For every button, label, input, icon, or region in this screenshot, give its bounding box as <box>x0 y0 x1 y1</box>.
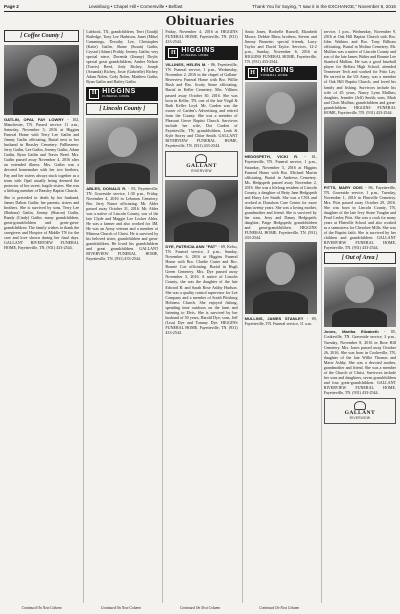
obituary-photo <box>245 82 317 152</box>
portrait-shoulders <box>253 291 308 314</box>
obituary-text-continued: She is preceded in death by her husband, James Dalton Gatlin; her parents; sisters and brothers. She is survived by sons, Terry Lee (Barbara) Gatlin, Jimmy (Sharon) Gatlin, Randy (Cindy) Gatlin; many grandchildren, great-grandchildren and great-great-grandchildren. The family wishes to thank the caregivers and Hospice of Middle TN for the care and love shown during her final days. GALLANT RIVERVIEW FUNERAL HOME, Fayetteville, TN. (931) 433-2544. <box>4 194 80 251</box>
obituary-name: Jones, Martha Elizabeth <box>323 329 379 335</box>
obituary-text: - 102, Manchester, TN. Passed service 11 a.m., Saturday, November 5, 2016 at Higgins Funeral Home with Terry Lee Gatlin and Jimmy Gatlin officiating. Burial next to her husband in Beasley Cemetery. Pallbearers: Jerry Gatlin, Lee Gatlin, Jeremy Gatlin, Adam Gatlin, Ryan Gatlin and Travis Reed. Mrs. Gatlin passed away November 4, 2016 after an extended illness. Mrs. Gatlin was a devoted homemaker with her two brothers, Fay and her sisters always stuck together as a team with Opal usually being deemed the protector of her sweet, fragile sisters. She was a lifelong member of Beasley Baptist Church. <box>4 117 80 193</box>
logo-name: HIGGINS <box>181 47 216 55</box>
obituary-photo <box>324 267 396 327</box>
logo-name: HIGGINS <box>102 87 136 95</box>
continued-note: Continued On Next Column <box>259 606 300 610</box>
logo-sub: FUNERAL HOME <box>260 73 288 78</box>
gallant-riverview-logo <box>324 398 396 424</box>
higgins-logo-icon: H <box>248 68 258 78</box>
column-4 <box>242 29 317 603</box>
portrait-shoulders <box>332 308 387 327</box>
continued-note: Continued On Next Column <box>100 606 141 610</box>
logo-sub: FUNERAL HOME <box>102 93 130 98</box>
gallant-logo-line1: GALLANT <box>344 410 376 417</box>
obituary-text: - 69, Fayetteville, TN. Funeral service, 11 a.m. <box>244 316 317 327</box>
obituary-entry <box>324 329 396 395</box>
obituary-name: VILLINES, HELEN M. <box>165 62 207 68</box>
continued-note: Continued On Next Column <box>179 606 220 610</box>
gallant-logo-line1: GALLANT <box>186 163 217 170</box>
obituary-entry <box>165 62 237 148</box>
obituary-name: PITTS, MARY ODIS <box>323 184 363 190</box>
obituary-photo <box>86 118 158 184</box>
obituary-text: - 61, Fayetteville, TN. Funeral service, 1 p.m., Saturday, November 5, 2016 at Higgins Funeral Home with Bro. Michael Martin officiating. Burial in Andrews Cemetery. Ms. Hedgspeth passed away November 2, 2016. She was a lifelong resident of Lincoln County, a daughter of Betty Jane Hedgspeth and Harry Lee Smith. She was a CNA and worked at Donalson Care Center for more than twenty years. She was a loving mother, grandmother and friend. She is survived by her sons, Jerry and Danny Hedgspeth; daughter, Paige Hedgspeth; grandchildren and great-grandchildren. HIGGINS FUNERAL HOME, Fayetteville, TN. (931) 433-2544. <box>244 154 317 241</box>
column-1 <box>4 29 79 603</box>
obituary-text: - 86, Fayetteville, TN. Funeral service, 1 p.m., Wednesday, November 2, 2016 in the chapel of Gallant-Riverview Funeral Home with Bro. Willie Rush and Bro. Scotty Stone officiating. Burial in Keller Cemetery. Mrs. Villines passed away October 30, 2016. She was born in Keller, TN, one of the late Virgil & Ruth Keller Loyd. Mr. Carden was the owner of Carden's Advertising and retired from the County. She was a member of Pleasant Grove Baptist Church. Survivors include her wife, Dot Carden of Fayetteville, TN; grandchildren, Leah & Kyle Storey and Chloe Smith. GALLANT RIVERVIEW FUNERAL HOME, Fayetteville, TN. (931) 433-2544. <box>165 62 238 148</box>
obituary-entry <box>165 244 237 335</box>
obituary-entry <box>4 117 79 193</box>
county-heading: [ Lincoln County ] <box>86 103 158 115</box>
obituary-text-continued: Friday, November 4, 2016 at HIGGINS FUNERAL HOME, Fayetteville, TN. (931) 433-2544. <box>165 29 238 45</box>
higgins-funeral-home-logo <box>245 66 317 80</box>
obituary-photo <box>324 117 396 183</box>
house-icon <box>354 401 366 410</box>
column-2 <box>83 29 158 603</box>
house-icon <box>195 154 207 163</box>
obituary-text-continued: Anita Jones, Rochelle Russell, Elizabeth Moore, Debbie Rhea; brothers, Steven and Jimmy Barnette; special friends, Larry Taylor and David Taylor. Services, 12-2 p.m., Sunday, November 6, 2016 at HIGGINS FUNERAL HOME, Fayetteville, TN. (931) 433-2544. <box>244 29 317 65</box>
obituary-text-continued: service, 1 p.m., Wednesday, November 9, 2016 at Oak Hill Baptist Church with Bro. John Watkins and Bro. Tony Billions officiating. Burial in Molino Cemetery. Mr. Mullins was a native of Lincoln County and son of the late James Walter and Bonnie Lee Stanford Mullins. He was a good baseball player for Belfast High School, attended Tennessee Tech and worked for Frito Lay. He served in the US Army, was a member of Oak Hill Baptist Church, and loved his family and fishing. Survivors include his wife of 45 years, Nancy Lynn Mullins; daughter, Jennifer (Jeff) Smith; sons, Mark and Chris Mullins; grandchildren and great-grandchildren. HIGGINS FUNERAL HOME, Fayetteville, TN. (931) 433-2544. <box>323 29 396 115</box>
obituary-text: - 83, Fayetteville, TN. Graveside service, 1:30 p.m., Friday, November 4, 2016 in Lebanon Cemetery. Bro. Jerry Nance officiating. Mr. Ables passed away October 31, 2016. Mr. Ables was a native of Lincoln County, son of the late Clyde and Maggie Lee Locker Ables. He was a farmer and also worked for 3M. He was an Army veteran and a member of Mimosa Church of Christ. He is survived by his beloved sister, grandchildren and great-grandchildren. He loved his grandchildren and great grandchildren. GALLANT RIVERVIEW FUNERAL HOME, Fayetteville, TN. (931) 433-2544. <box>86 185 159 262</box>
continued-note: Continued On Next Column <box>21 606 62 610</box>
obituary-name: HEDGSPETH, VICKI R. <box>244 154 299 160</box>
obituary-photo <box>4 45 79 115</box>
obituary-entry <box>324 185 396 251</box>
masthead-line <box>4 2 396 11</box>
obituary-text: - 85, Cookeville, TN. Graveside service, 3 p.m., Tuesday, November 8, 2016 in Rose Hill Cemetery. Mrs. Jones passed away October 26, 2016. She was born in Cookeville, TN, daughter of the late Willie Thomas and Marie Ashby. She was a devoted mother, grandmother and friend. She was a member of the Church of Christ. Survivors include her sons and daughters, seven grandchildren and four great-grandchildren. GALLANT RIVERVIEW FUNERAL HOME, Fayetteville, TN. (931) 433-2544. <box>323 329 396 395</box>
portrait-face <box>266 252 295 285</box>
portrait-face <box>27 55 57 87</box>
logo-sub: FUNERAL HOME <box>181 53 209 58</box>
obituary-columns <box>4 29 396 603</box>
higgins-funeral-home-logo <box>86 87 158 101</box>
gallant-riverview-logo <box>165 151 237 177</box>
obituary-name: MULLINS, JAMES STANLEY <box>244 316 304 322</box>
obituary-entry <box>86 186 158 262</box>
portrait-face <box>187 189 216 218</box>
section-title: Obituaries <box>165 14 235 29</box>
obituary-name: DYE, PATRICIA ANN "PAT" <box>165 244 218 250</box>
obituary-name: GATLIN, OPAL FAY LOWRY <box>4 117 64 122</box>
higgins-funeral-home-logo <box>165 46 237 60</box>
gallant-logo-line2: RIVERVIEW <box>349 416 371 421</box>
portrait-face <box>345 276 374 304</box>
obituary-text-continued: Lubbock, TX; grandchildren, Terri (Gradji) Rutledge, Tony Lee Harbison, Janet (Mike) Cummings, Dorothy Lee, Christopher (Katie) Gatlin, Shane (Susan) Gatlin, Crystal (Adam) Priddy, Jeremy Gatlin; very special niece, Dorenda (Jimmy) Doyle; special great grandchildren, Amber Nelson (Travis) Reed, Jody Richey, Joseph (Amanda) Richey, Josie (Gabrielle) Richey, Adam Nolen, Cody Nolen, Matthew Gatlin, Ryan Gatlin and Hailey Gatlin. <box>86 29 159 85</box>
section-banner <box>0 12 400 28</box>
obituary-name: ABLES, DONALD R. <box>86 185 127 191</box>
logo-name: HIGGINS <box>260 67 295 75</box>
continued-note <box>321 604 396 613</box>
obituary-text: - 86, Fayetteville, TN. Graveside service, 1 p.m., Tuesday, November 1, 2016 in Flintville Cemetery. Mrs. Pitts passed away October 29, 2016. She was born in Lincoln County, TN, daughter of the late Ivey Stone Vaughn and Pearl Lesley Pitts. She was a cook for many years at Flintville School and also worked as a seamstress for Cherokee Mills. She was of the Baptist faith. She is survived by her children and grandchildren. GALLANT RIVERVIEW FUNERAL HOME, Fayetteville, TN. (931) 433-2544. <box>323 184 396 251</box>
obituary-text: - 69, Kelso, TN. Funeral service, 2 p.m., Sunday, November 6, 2016 at Higgins Funeral Home with Bro. Charlie Carter and Bro. Ronnie Coe officiating. Burial in Hugh Green Cemetery. Mrs. Dye passed away November 3, 2016. A native of Lincoln County, she was the daughter of the late Edward R. and Sarah Rose Ashby Hudson. She was a quality control supervisor for Lee Company and a member of South Pittsburg Holiness Church. She enjoyed fishing, spending time outdoors on the farm and listening to Elvis. She is survived by her husband of 50 years, Harold Dye; sons, Jeff (Lisa) Dye and Tommy Dye. HIGGINS FUNERAL HOME, Fayetteville, TN. (931) 433-2544. <box>165 244 238 335</box>
portrait-shoulders <box>174 222 229 242</box>
portrait-shoulders <box>332 162 387 183</box>
page-number: Page 2 <box>4 4 19 9</box>
county-heading: [ Coffee County ] <box>4 30 79 42</box>
county-heading: [ Out of Area ] <box>324 252 396 264</box>
portrait-shoulders <box>13 93 70 115</box>
masthead-tagline: Thank You for Saying, "I saw it in the EXCHANGE," November 8, 2016 <box>252 4 396 9</box>
portrait-shoulders <box>95 163 150 184</box>
portrait-shoulders <box>253 130 308 152</box>
column-3 <box>162 29 237 603</box>
portrait-face <box>345 126 374 156</box>
continued-footer <box>4 604 396 613</box>
masthead-towns: Lewisburg • Chapel Hill • Cornersville • Belfast <box>88 4 183 9</box>
column-5 <box>321 29 396 603</box>
obituary-entry <box>245 316 317 326</box>
obituary-photo <box>245 242 317 314</box>
obituary-entry <box>245 154 317 240</box>
higgins-logo-icon: H <box>89 89 99 99</box>
portrait-face <box>108 127 137 157</box>
gallant-logo-line2: RIVERVIEW <box>191 169 212 174</box>
obituary-photo <box>165 180 237 242</box>
higgins-logo-icon: H <box>168 48 178 58</box>
portrait-face <box>266 92 295 124</box>
